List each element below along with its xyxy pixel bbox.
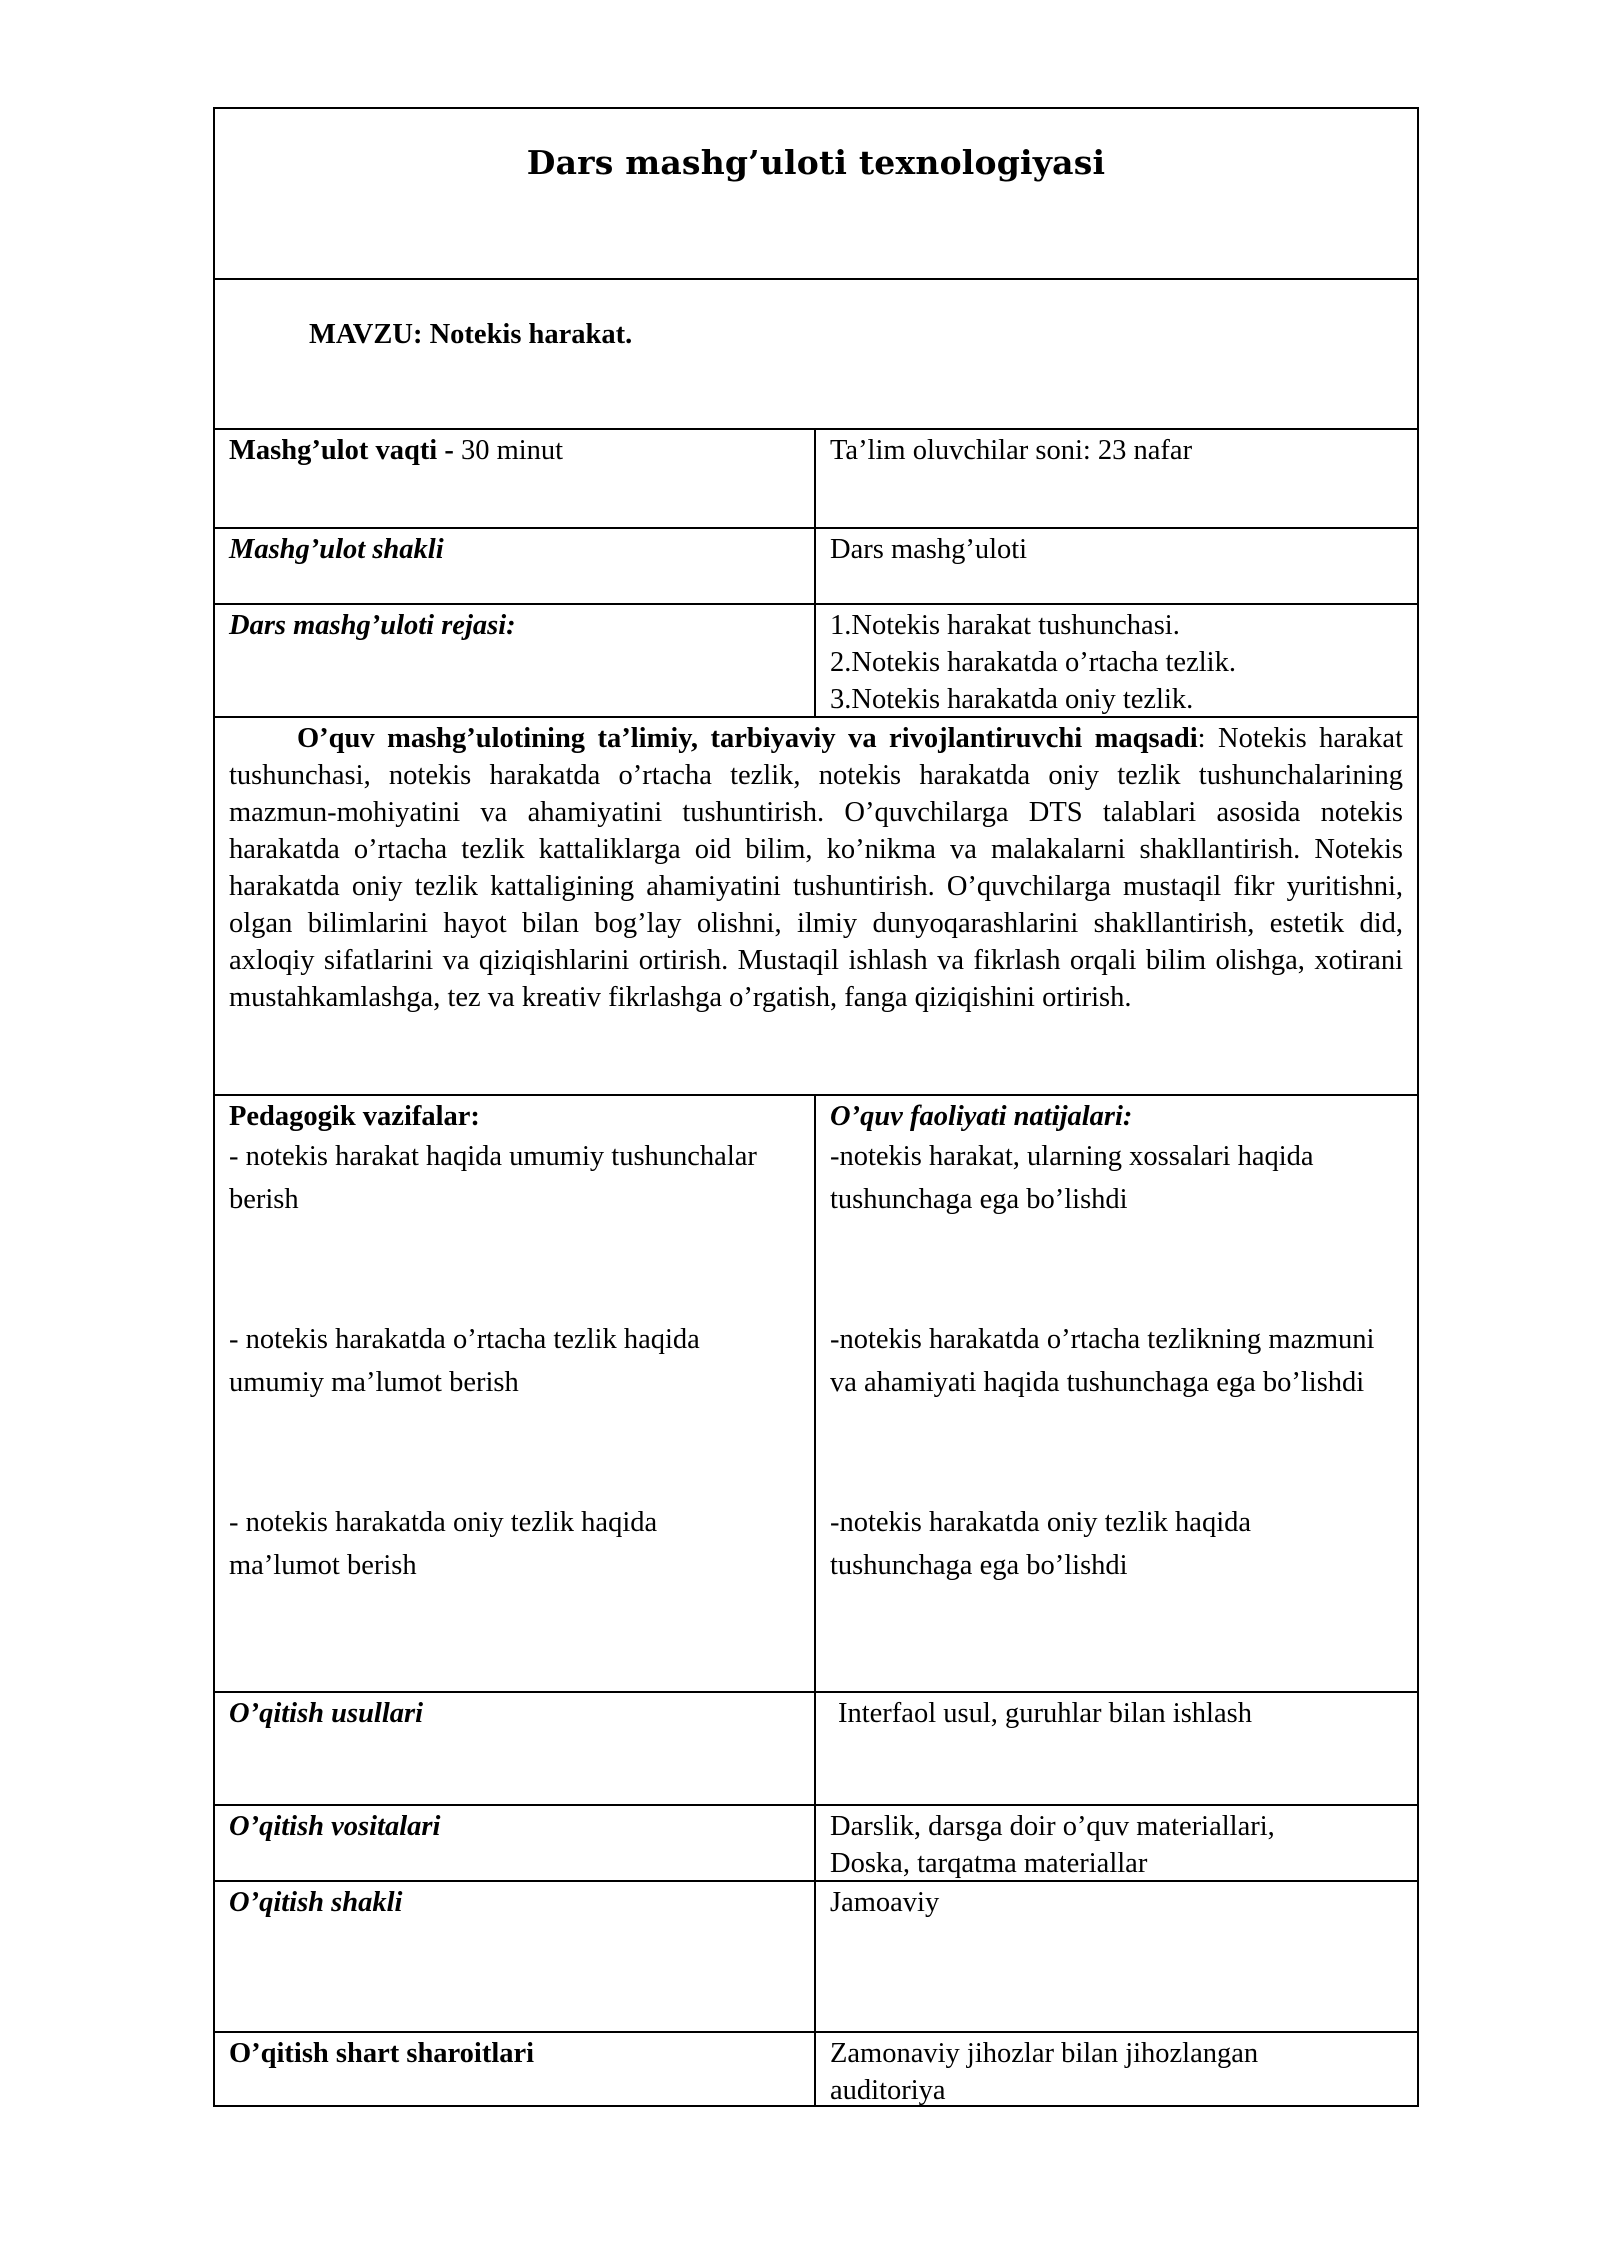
- goals-row: [213, 716, 1419, 1094]
- topic-row: [213, 278, 1419, 428]
- shape-label-cell: [215, 1882, 816, 2031]
- pedagogical-tasks-label: Pedagogik vazifalar:: [229, 1101, 480, 1132]
- goals-text: : Notekis harakat tushunchasi, notekis harakatda o’rtacha tezlik, notekis harakatda oniy tezlik tushunchalarining mazmun-mohiyatini va ahamiyatini tushuntirish. O’quvchilarga DTS talablari asosida notekis harakatda o’rtacha tezlik kattaliklarga oid bilim, ko’nikma va malakalarni shakllantirish. Notekis harakatda oniy tezlik kattaligining ahamiyatini tushuntirish. O’quvchilarga mustaqil fikr yuritishni, olgan bilimlarini hayot bilan bog’lay olishni, ilmiy dunyoqarashlarini shakllantirish, estetik did, axloqiy sifatlarini va qiziqishlarini ortirish. Mustaqil ishlash va fikrlash orqali bilim olishga, xotirani mustahkamlashga, tez va kreativ fikrlashga o’rgatish, fanga qiziqishini ortirish.: [229, 723, 1404, 1013]
- plan-item: 1.Notekis harakat tushunchasi.: [830, 610, 1180, 641]
- duration-value: 30 minut: [453, 435, 564, 466]
- duration-label: Mashg’ulot vaqti -: [229, 435, 454, 466]
- pedagogical-task: - notekis harakatda oniy tezlik haqida ma’lumot berish: [229, 1507, 658, 1581]
- learning-results-cell: [816, 1096, 1417, 1691]
- shape-value-cell: [816, 1882, 1417, 2031]
- tools-line: Darslik, darsga doir o’quv materiallari,: [830, 1811, 1275, 1842]
- pedagogical-task: - notekis harakat haqida umumiy tushunchalar berish: [229, 1141, 757, 1215]
- shape-label: O’qitish shakli: [229, 1887, 403, 1918]
- learning-result: -notekis harakatda o’rtacha tezlikning mazmuni va ahamiyati haqida tushunchaga ega bo’lishdi: [830, 1324, 1375, 1398]
- plan-item: 3.Notekis harakatda oniy tezlik.: [830, 684, 1194, 715]
- methods-value-cell: [816, 1693, 1417, 1804]
- methods-label: O’qitish usullari: [229, 1698, 424, 1729]
- conditions-line: Zamonaviy jihozlar bilan jihozlangan: [830, 2038, 1259, 2069]
- plan-label-cell: [215, 605, 816, 716]
- conditions-row: [213, 2031, 1419, 2107]
- duration-row: [213, 428, 1419, 527]
- form-label-cell: [215, 529, 816, 603]
- students-count: Ta’lim oluvchilar soni: 23 nafar: [830, 435, 1193, 466]
- plan-row: [213, 603, 1419, 716]
- topic-title: MAVZU: Notekis harakat.: [309, 319, 633, 350]
- form-label: Mashg’ulot shakli: [229, 534, 444, 565]
- conditions-label-cell: [215, 2033, 816, 2105]
- form-value-cell: [816, 529, 1417, 603]
- methods-label-cell: [215, 1693, 816, 1804]
- conditions-value-cell: [816, 2033, 1417, 2105]
- document-title: Dars mashg’uloti texnologiyasi: [526, 143, 1106, 182]
- pedagogical-tasks-cell: [215, 1096, 816, 1691]
- shape-row: [213, 1880, 1419, 2031]
- tools-label-cell: [215, 1806, 816, 1880]
- conditions-label: O’qitish shart sharoitlari: [229, 2038, 535, 2069]
- goals-label: O’quv mashg’ulotining ta’limiy, tarbiyaviy va rivojlantiruvchi maqsadi: [297, 723, 1198, 754]
- plan-items-cell: [816, 605, 1417, 716]
- tools-line: Doska, tarqatma materiallar: [830, 1848, 1148, 1879]
- tools-label: O’qitish vositalari: [229, 1811, 441, 1842]
- students-cell: [816, 430, 1417, 527]
- conditions-line: auditoriya: [830, 2075, 946, 2106]
- learning-result: -notekis harakat, ularning xossalari haqida tushunchaga ega bo’lishdi: [830, 1141, 1314, 1215]
- plan-label: Dars mashg’uloti rejasi:: [229, 610, 516, 641]
- plan-item: 2.Notekis harakatda o’rtacha tezlik.: [830, 647, 1236, 678]
- tools-row: [213, 1804, 1419, 1880]
- methods-row: [213, 1691, 1419, 1804]
- methods-value: Interfaol usul, guruhlar bilan ishlash: [838, 1698, 1252, 1729]
- tasks-row: [213, 1094, 1419, 1691]
- goals-paragraph: [229, 720, 1403, 1016]
- title-row: [213, 107, 1419, 278]
- pedagogical-task: - notekis harakatda o’rtacha tezlik haqida umumiy ma’lumot berish: [229, 1324, 700, 1398]
- learning-result: -notekis harakatda oniy tezlik haqida tushunchaga ega bo’lishdi: [830, 1507, 1252, 1581]
- form-row: [213, 527, 1419, 603]
- duration-cell: [215, 430, 816, 527]
- form-value: Dars mashg’uloti: [830, 534, 1028, 565]
- shape-value: Jamoaviy: [830, 1887, 940, 1918]
- learning-results-label: O’quv faoliyati natijalari:: [830, 1101, 1133, 1132]
- tools-value-cell: [816, 1806, 1417, 1880]
